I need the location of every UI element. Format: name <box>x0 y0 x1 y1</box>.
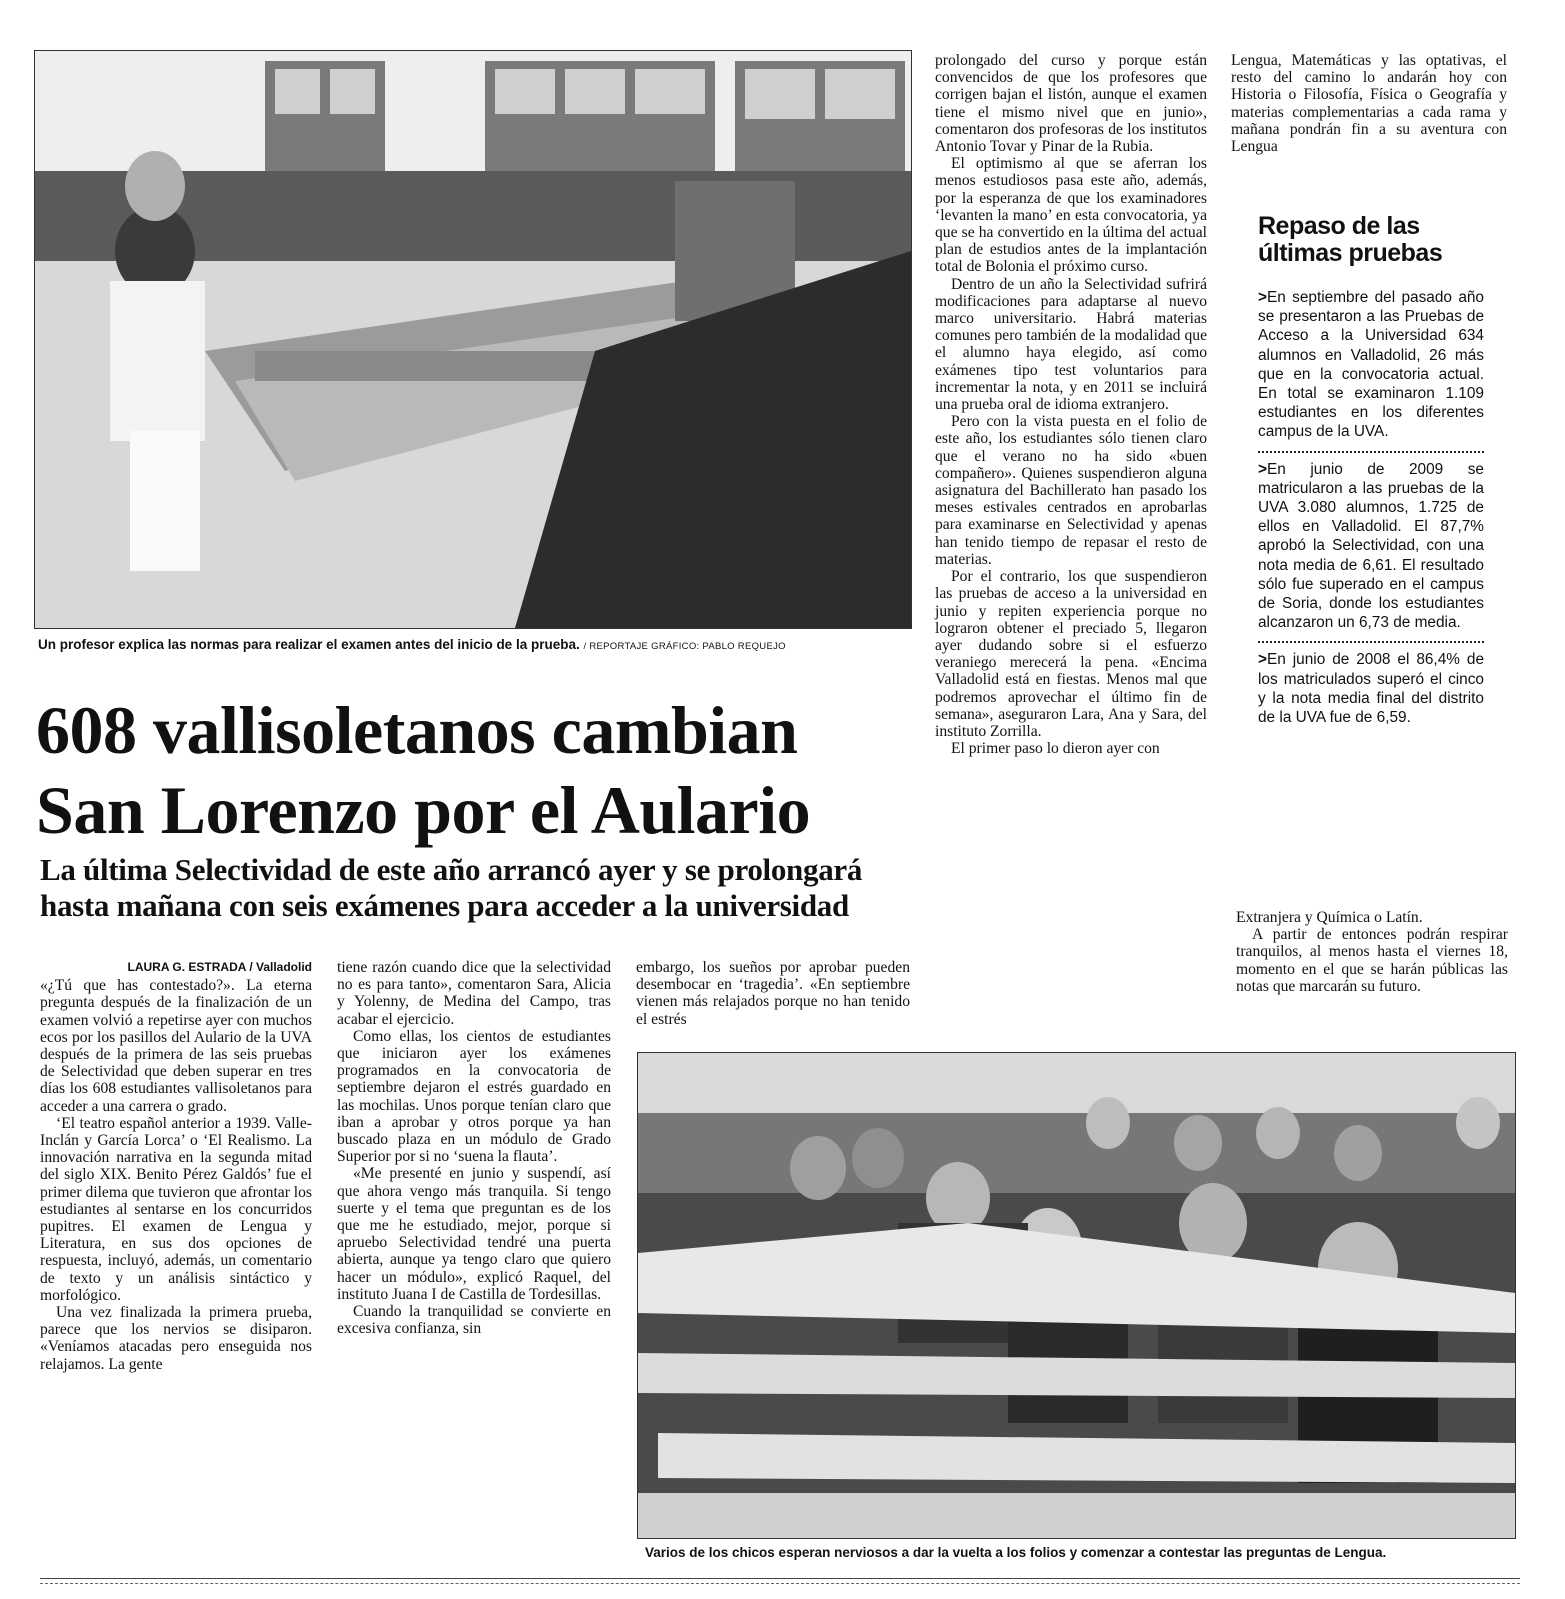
article-paragraph: Como ellas, los cientos de estudiantes que iniciaron ayer los exámenes programados en la convocatoria de septiembre dejaron el estrés guardado en las mochilas. Unos porque tenían claro que iban a aprobar y otros porque ya han buscado plaza en un módulo de Grado Superior por si no ‘suena la flauta’. <box>337 1027 611 1166</box>
classroom-photo-top <box>34 50 912 629</box>
article-paragraph: El optimismo al que se aferran los menos estudiosos pasa este año, además, por la esperanza de que los examinadores ‘levanten la mano’ en esta convocatoria, ya que se ha convertido en la última del actual plan de estudios antes de la implantación total de Bolonia el próximo curso. <box>935 155 1207 276</box>
arrow-icon: > <box>1258 651 1267 669</box>
headline-line-2: San Lorenzo por el Aulario <box>36 772 811 848</box>
headline <box>36 690 916 850</box>
article-paragraph: El primer paso lo dieron ayer con <box>951 740 1160 758</box>
article-column-3 <box>636 959 910 1028</box>
article-paragraph: embargo, los sueños por aprobar pueden desembocar en ‘tragedia’. «En septiembre vienen más relajados porque no han tenido el estrés <box>636 959 910 1028</box>
page-bottom-dashed-rule <box>40 1583 1520 1584</box>
sidebar-item-text: En junio de 2008 el 86,4% de los matriculados superó el cinco y la nota media final del distrito de la UVA fue de 6,59. <box>1258 651 1484 727</box>
dotted-divider <box>1258 451 1484 453</box>
article-paragraph: Por el contrario, los que suspendieron las pruebas de acceso a la universidad en junio y repiten experiencia porque no lograron obtener el preciado 5, llegaron ayer dudando sobre si el esfuerzo veraniego merecerá la pena. «Encima Valladolid está en fiestas. Menos mal que podremos aprovechar el último fin de semana», aseguraron Lara, Ana y Sara, del instituto Zorrilla. <box>935 568 1207 740</box>
article-column-1 <box>40 959 312 1373</box>
article-paragraph: ‘El teatro español anterior a 1939. Valle-Inclán y García Lorca’ o ‘El Realismo. La innovación narrativa en la segunda mitad del siglo XIX. Benito Pérez Galdós’ fue el primer dilema que tuvieron que afrontar los estudiantes al sentarse en los concurridos pupitres. El examen de Lengua y Literatura, en sus dos opciones de respuesta, incluyó, además, un comentario de texto y un análisis sintáctico y morfológico. <box>40 1114 312 1304</box>
article-paragraph: Dentro de un año la Selectividad sufrirá modificaciones para adaptarse al nuevo marco universitario. Habrá materias comunes pero también de la modalidad que el alumno haya elegido, así como exámenes tipo test voluntarios para incrementar la nota, y en 2011 se incluirá una prueba oral de idioma extranjero. <box>935 275 1207 414</box>
article-paragraph: Lengua, Matemáticas y las optativas, el resto del camino lo andarán hoy con Historia o Filosofía, Física o Geografía y materias complementarias a cada rama y mañana pondrán fin a su aventura con Lengua <box>1231 52 1507 156</box>
arrow-icon: > <box>1258 460 1267 478</box>
article-paragraph: A partir de entonces podrán respirar tranquilos, al menos hasta el viernes 18, momento en el que se harán públicas las notas que marcarán su futuro. <box>1236 926 1508 995</box>
classroom-photo-top-image <box>35 51 911 628</box>
article-paragraph: Pero con la vista puesta en el folio de este año, los estudiantes sólo tienen claro que el verano no ha sido «buen compañero». Quienes suspendieron alguna asignatura del Bachillerato han pasado los meses estivales centrados en aprobarlas para examinarse en Selectividad y apenas han tenido tiempo de repasar el resto de materias. <box>935 413 1207 568</box>
article-column-5 <box>1231 52 1507 155</box>
byline-place: / Valladolid <box>249 960 312 974</box>
sidebar-item-text: En septiembre del pasado año se presentaron a las Pruebas de Acceso a la Universidad 634 alumnos en Valladolid, 26 más que en la convocatoria actual. En total se examinaron 1.109 estudiantes en los diferentes campus de la UVA. <box>1258 289 1484 441</box>
article-paragraph: Extranjera y Química o Latín. <box>1236 909 1423 926</box>
sidebar-title: Repaso de las últimas pruebas <box>1258 212 1443 267</box>
students-photo-bottom-image <box>638 1053 1515 1538</box>
top-photo-caption-text: Un profesor explica las normas para realizar el examen antes del inicio de la prueba. <box>38 637 580 652</box>
article-paragraph: «Me presenté en junio y suspendí, así que ahora vengo más tranquila. Si tengo suerte y el tema que preguntan es de los que me he estudiado, mejor, porque si apruebo Selectividad tendré una puerta abierta, aunque ya tengo claro que quiero hacer un módulo», explicó Raquel, del instituto Juana I de Castilla de Tordesillas. <box>337 1165 611 1303</box>
byline <box>40 959 312 976</box>
sidebar-item <box>1258 288 1484 442</box>
article-column-2 <box>337 959 611 1337</box>
article-paragraph: «¿Tú que has contestado?». La eterna pregunta después de la finalización de un examen volvió a repetirse ayer con muchos ecos por los pasillos del Aulario de la UVA después de la primera de las seis pruebas de Selectividad que deben superar en tres días los 608 estudiantes vallisoletanos para acceder a una carrera o grado. <box>40 977 312 1115</box>
page-bottom-rule <box>40 1578 1520 1579</box>
photo-credit: / REPORTAJE GRÁFICO: PABLO REQUEJO <box>583 641 786 652</box>
article-column-4 <box>935 52 1207 757</box>
sidebar-item <box>1258 650 1484 727</box>
bottom-photo-caption: Varios de los chicos esperan nerviosos a dar la vuelta a los folios y comenzar a contestar las preguntas de Lengua. <box>645 1545 1387 1560</box>
students-photo-bottom <box>637 1052 1516 1539</box>
article-paragraph: Cuando la tranquilidad se convierte en excesiva confianza, sin <box>337 1303 611 1338</box>
subheadline-line-1: La última Selectividad de este año arrancó ayer y se prolongará <box>40 852 863 887</box>
headline-line-1: 608 vallisoletanos cambian <box>36 692 798 768</box>
dotted-divider <box>1258 641 1484 643</box>
article-paragraph: tiene razón cuando dice que la selectividad no es para tanto», comentaron Sara, Alicia y Yolenny, de Medina del Campo, tras acabar el ejercicio. <box>337 959 611 1028</box>
sidebar-item-text: En junio de 2009 se matricularon a las pruebas de la UVA 3.080 alumnos, 1.725 de ellos en Valladolid. El 87,7% aprobó la Selectividad, con una nota media de 6,61. El resultado sólo fue superado en el campus de Soria, donde los estudiantes alcanzaron un 6,73 de media. <box>1258 460 1484 632</box>
sidebar-list <box>1258 288 1484 727</box>
top-photo-caption <box>38 637 786 652</box>
article-paragraph: Una vez finalizada la primera prueba, parece que los nervios se disiparon. «Veníamos atacadas pero enseguida nos relajamos. La gente <box>40 1304 312 1373</box>
subheadline <box>40 852 920 924</box>
article-column-5-continued <box>1236 909 1508 995</box>
byline-author: LAURA G. ESTRADA <box>127 960 246 974</box>
arrow-icon: > <box>1258 289 1267 306</box>
article-paragraph: prolongado del curso y porque están convencidos de que los profesores que corrigen bajan el listón, aunque el examen tiene el mismo nivel que en junio», comentaron dos profesoras de los institutos Antonio Tovar y Pinar de la Rubia. <box>935 52 1207 156</box>
sidebar-item <box>1258 460 1484 633</box>
subheadline-line-2: hasta mañana con seis exámenes para acceder a la universidad <box>40 888 849 923</box>
